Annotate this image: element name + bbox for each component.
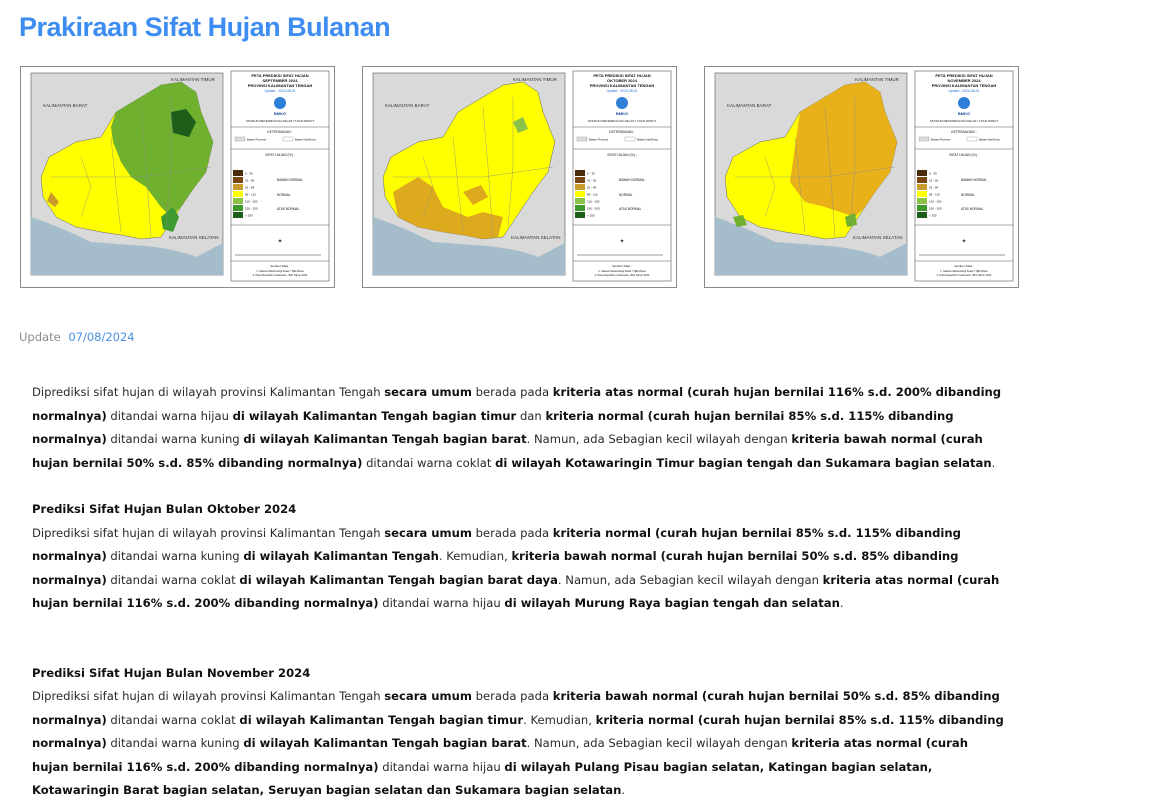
svg-text:STASIUN METEOROLOGI KELAS I TJ: STASIUN METEOROLOGI KELAS I TJILIK RIWUT bbox=[587, 119, 657, 123]
svg-text:0 - 30: 0 - 30 bbox=[587, 171, 595, 176]
svg-text:51 - 84: 51 - 84 bbox=[929, 185, 939, 190]
svg-text:> 200: > 200 bbox=[245, 213, 253, 218]
svg-text:STASIUN METEOROLOGI KELAS I TJ: STASIUN METEOROLOGI KELAS I TJILIK RIWUT bbox=[245, 119, 315, 123]
svg-text:BAWAH NORMAL: BAWAH NORMAL bbox=[277, 178, 303, 182]
svg-text:85 - 115: 85 - 115 bbox=[929, 192, 940, 197]
svg-text:116 - 150: 116 - 150 bbox=[587, 199, 600, 204]
svg-text:KALIMANTAN SELATAN: KALIMANTAN SELATAN bbox=[853, 235, 903, 240]
svg-text:ATAS NORMAL: ATAS NORMAL bbox=[619, 207, 642, 211]
svg-text:Batas Kab/Kota: Batas Kab/Kota bbox=[979, 137, 1000, 142]
svg-text:31 - 50: 31 - 50 bbox=[245, 178, 255, 183]
svg-text:SIFAT HUJAN (%) :: SIFAT HUJAN (%) : bbox=[265, 153, 295, 157]
svg-text:Update : 2024-08-01: Update : 2024-08-01 bbox=[264, 89, 296, 93]
svg-text:KALIMANTAN SELATAN: KALIMANTAN SELATAN bbox=[511, 235, 561, 240]
svg-text:ATAS NORMAL: ATAS NORMAL bbox=[961, 207, 984, 211]
svg-text:Sumber Data :: Sumber Data : bbox=[612, 264, 632, 268]
heading-november: Prediksi Sifat Hujan Bulan November 2024 bbox=[32, 665, 311, 680]
svg-text:2. Peta Rupa Bumi Indonesia -: 2. Peta Rupa Bumi Indonesia - BIG Tahun 2022 bbox=[594, 274, 650, 277]
svg-text:85 - 115: 85 - 115 bbox=[245, 192, 256, 197]
svg-text:2. Peta Rupa Bumi Indonesia -: 2. Peta Rupa Bumi Indonesia - BIG Tahun 2022 bbox=[936, 274, 992, 277]
svg-text:KALIMANTAN BARAT: KALIMANTAN BARAT bbox=[385, 103, 430, 108]
svg-text:OKTOBER 2024: OKTOBER 2024 bbox=[607, 78, 637, 83]
svg-text:51 - 84: 51 - 84 bbox=[587, 185, 597, 190]
svg-text:> 200: > 200 bbox=[587, 213, 595, 218]
svg-text:> 200: > 200 bbox=[929, 213, 937, 218]
svg-text:PROVINSI KALIMANTAN TENGAH: PROVINSI KALIMANTAN TENGAH bbox=[247, 83, 313, 88]
svg-text:0 - 30: 0 - 30 bbox=[245, 171, 253, 176]
svg-text:Batas Provinsi: Batas Provinsi bbox=[931, 137, 951, 142]
svg-text:Batas Provinsi: Batas Provinsi bbox=[247, 137, 267, 142]
svg-text:116 - 150: 116 - 150 bbox=[929, 199, 942, 204]
map-oktober[interactable] bbox=[362, 66, 677, 288]
svg-text:KALIMANTAN TIMUR: KALIMANTAN TIMUR bbox=[171, 77, 215, 82]
svg-text:✦: ✦ bbox=[619, 239, 625, 245]
svg-text:KALIMANTAN TIMUR: KALIMANTAN TIMUR bbox=[855, 77, 899, 82]
svg-text:KALIMANTAN TIMUR: KALIMANTAN TIMUR bbox=[513, 77, 557, 82]
heading-oktober: Prediksi Sifat Hujan Bulan Oktober 2024 bbox=[32, 502, 297, 516]
svg-text:0 - 30: 0 - 30 bbox=[929, 171, 937, 176]
svg-text:KETERANGAN :: KETERANGAN : bbox=[951, 130, 977, 134]
svg-text:BMKG: BMKG bbox=[957, 111, 971, 116]
svg-text:KALIMANTAN BARAT: KALIMANTAN BARAT bbox=[727, 103, 772, 108]
svg-text:Update : 2024-08-01: Update : 2024-08-01 bbox=[948, 89, 980, 93]
svg-text:PROVINSI KALIMANTAN TENGAH: PROVINSI KALIMANTAN TENGAH bbox=[589, 83, 655, 88]
svg-text:BAWAH NORMAL: BAWAH NORMAL bbox=[961, 178, 987, 182]
svg-text:PROVINSI KALIMANTAN TENGAH: PROVINSI KALIMANTAN TENGAH bbox=[931, 83, 997, 88]
svg-text:BMKG: BMKG bbox=[273, 111, 287, 116]
svg-text:NOVEMBER 2024: NOVEMBER 2024 bbox=[947, 78, 981, 83]
svg-text:✦: ✦ bbox=[277, 239, 283, 245]
svg-text:31 - 50: 31 - 50 bbox=[929, 178, 939, 183]
svg-text:85 - 115: 85 - 115 bbox=[587, 192, 598, 197]
svg-text:PETA PREDIKSI SIFAT HUJAN: PETA PREDIKSI SIFAT HUJAN bbox=[935, 73, 993, 78]
svg-text:Batas Provinsi: Batas Provinsi bbox=[589, 137, 609, 142]
svg-text:116 - 150: 116 - 150 bbox=[245, 199, 258, 204]
svg-text:BMKG: BMKG bbox=[615, 111, 629, 116]
svg-text:Batas Kab/Kota: Batas Kab/Kota bbox=[295, 137, 316, 142]
svg-text:2. Peta Rupa Bumi Indonesia -: 2. Peta Rupa Bumi Indonesia - BIG Tahun 2022 bbox=[252, 274, 308, 277]
svg-text:SIFAT HUJAN (%) :: SIFAT HUJAN (%) : bbox=[607, 153, 637, 157]
svg-text:ATAS NORMAL: ATAS NORMAL bbox=[277, 207, 300, 211]
paragraph-november: Diprediksi sifat hujan di wilayah provinsi Kalimantan Tengah secara umum berada pada kriteria bawah normal (curah hujan bernilai 50% s.d. 85% dibanding normalnya) ditandai warna coklat di wilayah Kalimantan Tengah bagian timur. Kemudian, kriteria normal (curah hujan bernilai 85% s.d. 115% dibanding normalnya) ditandai warna kuning di wilayah Kalimantan Tengah bagian barat. Namun, ada Sebagian kecil wilayah dengan kriteria atas normal (curah hujan bernilai 116% s.d. 200% dibanding normalnya) ditandai warna hijau di wilayah Pulang Pisau bagian selatan, Katingan bagian selatan, Kotawaringin Barat bagian selatan, Seruyan bagian selatan dan Sukamara bagian selatan. bbox=[32, 689, 1004, 797]
svg-text:Sumber Data :: Sumber Data : bbox=[954, 264, 974, 268]
paragraph-september: Diprediksi sifat hujan di wilayah provinsi Kalimantan Tengah secara umum berada pada kriteria atas normal (curah hujan bernilai 116% s.d. 200% dibanding normalnya) ditandai warna hijau di wilayah Kalimantan Tengah bagian timur dan kriteria normal (curah hujan bernilai 85% s.d. 115% dibanding normalnya) ditandai warna kuning di wilayah Kalimantan Tengah bagian barat. Namun, ada Sebagian kecil wilayah dengan kriteria bawah normal (curah hujan bernilai 50% s.d. 85% dibanding normalnya) ditandai warna coklat di wilayah Kotawaringin Timur bagian tengah dan Sukamara bagian selatan. bbox=[32, 385, 1002, 470]
update-label: Update bbox=[19, 330, 61, 344]
map-september[interactable] bbox=[20, 66, 335, 288]
map-september-image bbox=[21, 67, 334, 287]
svg-text:1. Stasiun Meteorologi Kelas I: 1. Stasiun Meteorologi Kelas I Tjilik Riwut bbox=[598, 270, 646, 273]
svg-text:SEPTEMBER 2024: SEPTEMBER 2024 bbox=[262, 78, 298, 83]
svg-text:150 - 200: 150 - 200 bbox=[245, 206, 258, 211]
svg-text:STASIUN METEOROLOGI KELAS I TJ: STASIUN METEOROLOGI KELAS I TJILIK RIWUT bbox=[929, 119, 999, 123]
svg-text:1. Stasiun Meteorologi Kelas I: 1. Stasiun Meteorologi Kelas I Tjilik Riwut bbox=[940, 270, 988, 273]
update-info bbox=[19, 330, 135, 344]
svg-text:150 - 200: 150 - 200 bbox=[929, 206, 942, 211]
svg-text:Batas Kab/Kota: Batas Kab/Kota bbox=[637, 137, 658, 142]
forecast-content bbox=[32, 381, 1007, 803]
svg-text:KALIMANTAN BARAT: KALIMANTAN BARAT bbox=[43, 103, 88, 108]
map-november-image bbox=[705, 67, 1018, 287]
update-date: 07/08/2024 bbox=[68, 330, 135, 344]
paragraph-oktober: Diprediksi sifat hujan di wilayah provinsi Kalimantan Tengah secara umum berada pada kriteria normal (curah hujan bernilai 85% s.d. 115% dibanding normalnya) ditandai warna kuning di wilayah Kalimantan Tengah. Kemudian, kriteria bawah normal (curah hujan bernilai 50% s.d. 85% dibanding normalnya) ditandai warna coklat di wilayah Kalimantan Tengah bagian barat daya. Namun, ada Sebagian kecil wilayah dengan kriteria atas normal (curah hujan bernilai 116% s.d. 200% dibanding normalnya) ditandai warna hijau di wilayah Murung Raya bagian tengah dan selatan. bbox=[32, 525, 1000, 610]
svg-text:PETA PREDIKSI SIFAT HUJAN: PETA PREDIKSI SIFAT HUJAN bbox=[593, 73, 651, 78]
map-oktober-image bbox=[363, 67, 676, 287]
svg-text:KETERANGAN :: KETERANGAN : bbox=[267, 130, 293, 134]
svg-text:BAWAH NORMAL: BAWAH NORMAL bbox=[619, 178, 645, 182]
svg-text:PETA PREDIKSI SIFAT HUJAN: PETA PREDIKSI SIFAT HUJAN bbox=[251, 73, 309, 78]
svg-text:150 - 200: 150 - 200 bbox=[587, 206, 600, 211]
svg-text:1. Stasiun Meteorologi Kelas I: 1. Stasiun Meteorologi Kelas I Tjilik Riwut bbox=[256, 270, 304, 273]
svg-text:NORMAL: NORMAL bbox=[277, 193, 291, 197]
svg-text:KETERANGAN :: KETERANGAN : bbox=[609, 130, 635, 134]
page-title: Prakiraan Sifat Hujan Bulanan bbox=[19, 12, 391, 42]
svg-text:Update : 2024-08-01: Update : 2024-08-01 bbox=[606, 89, 638, 93]
map-november[interactable] bbox=[704, 66, 1019, 288]
svg-text:51 - 84: 51 - 84 bbox=[245, 185, 255, 190]
svg-text:NORMAL: NORMAL bbox=[619, 193, 633, 197]
svg-text:NORMAL: NORMAL bbox=[961, 193, 975, 197]
svg-text:Sumber Data :: Sumber Data : bbox=[270, 264, 290, 268]
svg-text:KALIMANTAN SELATAN: KALIMANTAN SELATAN bbox=[169, 235, 219, 240]
svg-text:✦: ✦ bbox=[961, 239, 967, 245]
svg-text:31 - 50: 31 - 50 bbox=[587, 178, 597, 183]
svg-text:SIFAT HUJAN (%) :: SIFAT HUJAN (%) : bbox=[949, 153, 979, 157]
